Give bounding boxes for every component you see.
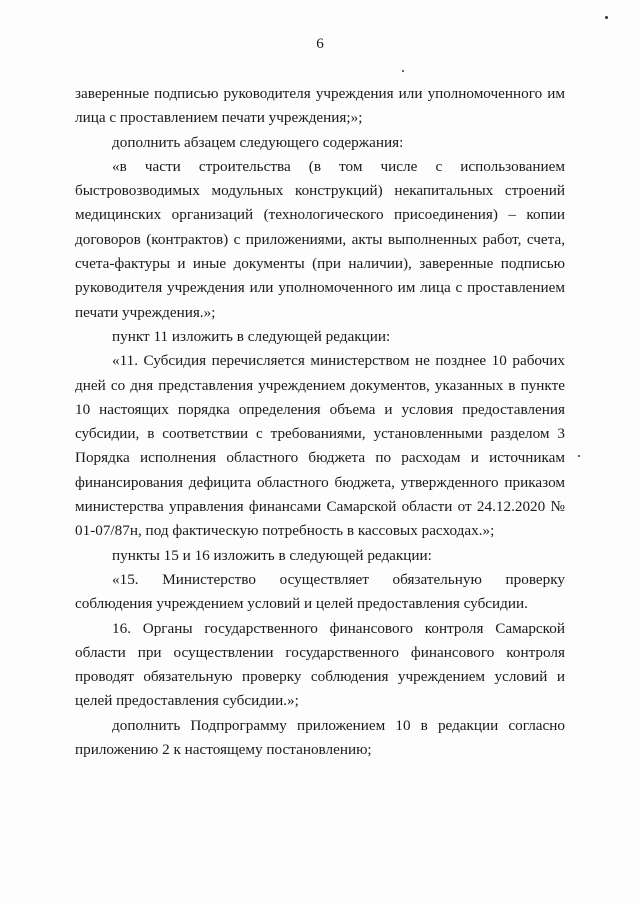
paragraph-9: дополнить Подпрограмму приложением 10 в редакции согласно приложению 2 к настоящему постановлению; [75,716,565,759]
paragraph-2: дополнить абзацем следующего содержания: [112,133,404,151]
paragraph-5: «11. Субсидия перечисляется министерством не позднее 10 рабочих дней со дня представления учреждением документов, указанных в пункте 10 настоящих порядка определения объема и условия предоставления субсидии, в соответствии с требованиями, установленными разделом 3 Порядка исполнения областного бюджета по расходам и источникам финансирования дефицита областного бюджета, утвержденного приказом министерства управления финансами Самарской области от 24.12.2020 № 01-07/87н, под фактическую потребность в кассовых расходах.»; [75,352,565,540]
paragraph-8: 16. Органы государственного финансового контроля Самарской области при осуществлении государственного финансового контроля проводят обязательную проверку соблюдения учреждением условий и целей предоставления субсидии.»; [75,619,565,710]
document-body [75,82,565,762]
scan-speck [578,455,580,457]
paragraph-3: «в части строительства (в том числе с использованием быстровозводимых модульных конструкций) некапитальных строений медицинских организаций (технологического присоединения) – копии договоров (контрактов) с приложениями, акты выполненных работ, счета, счета-фактуры и иные документы (при наличии), заверенные подписью руководителя учреждения или уполномоченного им лица с проставлением печати учреждения.»; [75,157,565,321]
paragraph-1: заверенные подписью руководителя учреждения или уполномоченного им лица с проставлением печати учреждения;»; [75,85,565,127]
paragraph-7: «15. Министерство осуществляет обязательную проверку соблюдения учреждением условий и целей предоставления субсидии. [75,570,565,613]
paragraph-6: пункты 15 и 16 изложить в следующей редакции: [112,546,432,564]
scan-speck [605,16,608,19]
page-number: 6 [316,36,324,52]
paragraph-4: пункт 11 изложить в следующей редакции: [112,327,391,345]
scan-speck [402,70,404,72]
